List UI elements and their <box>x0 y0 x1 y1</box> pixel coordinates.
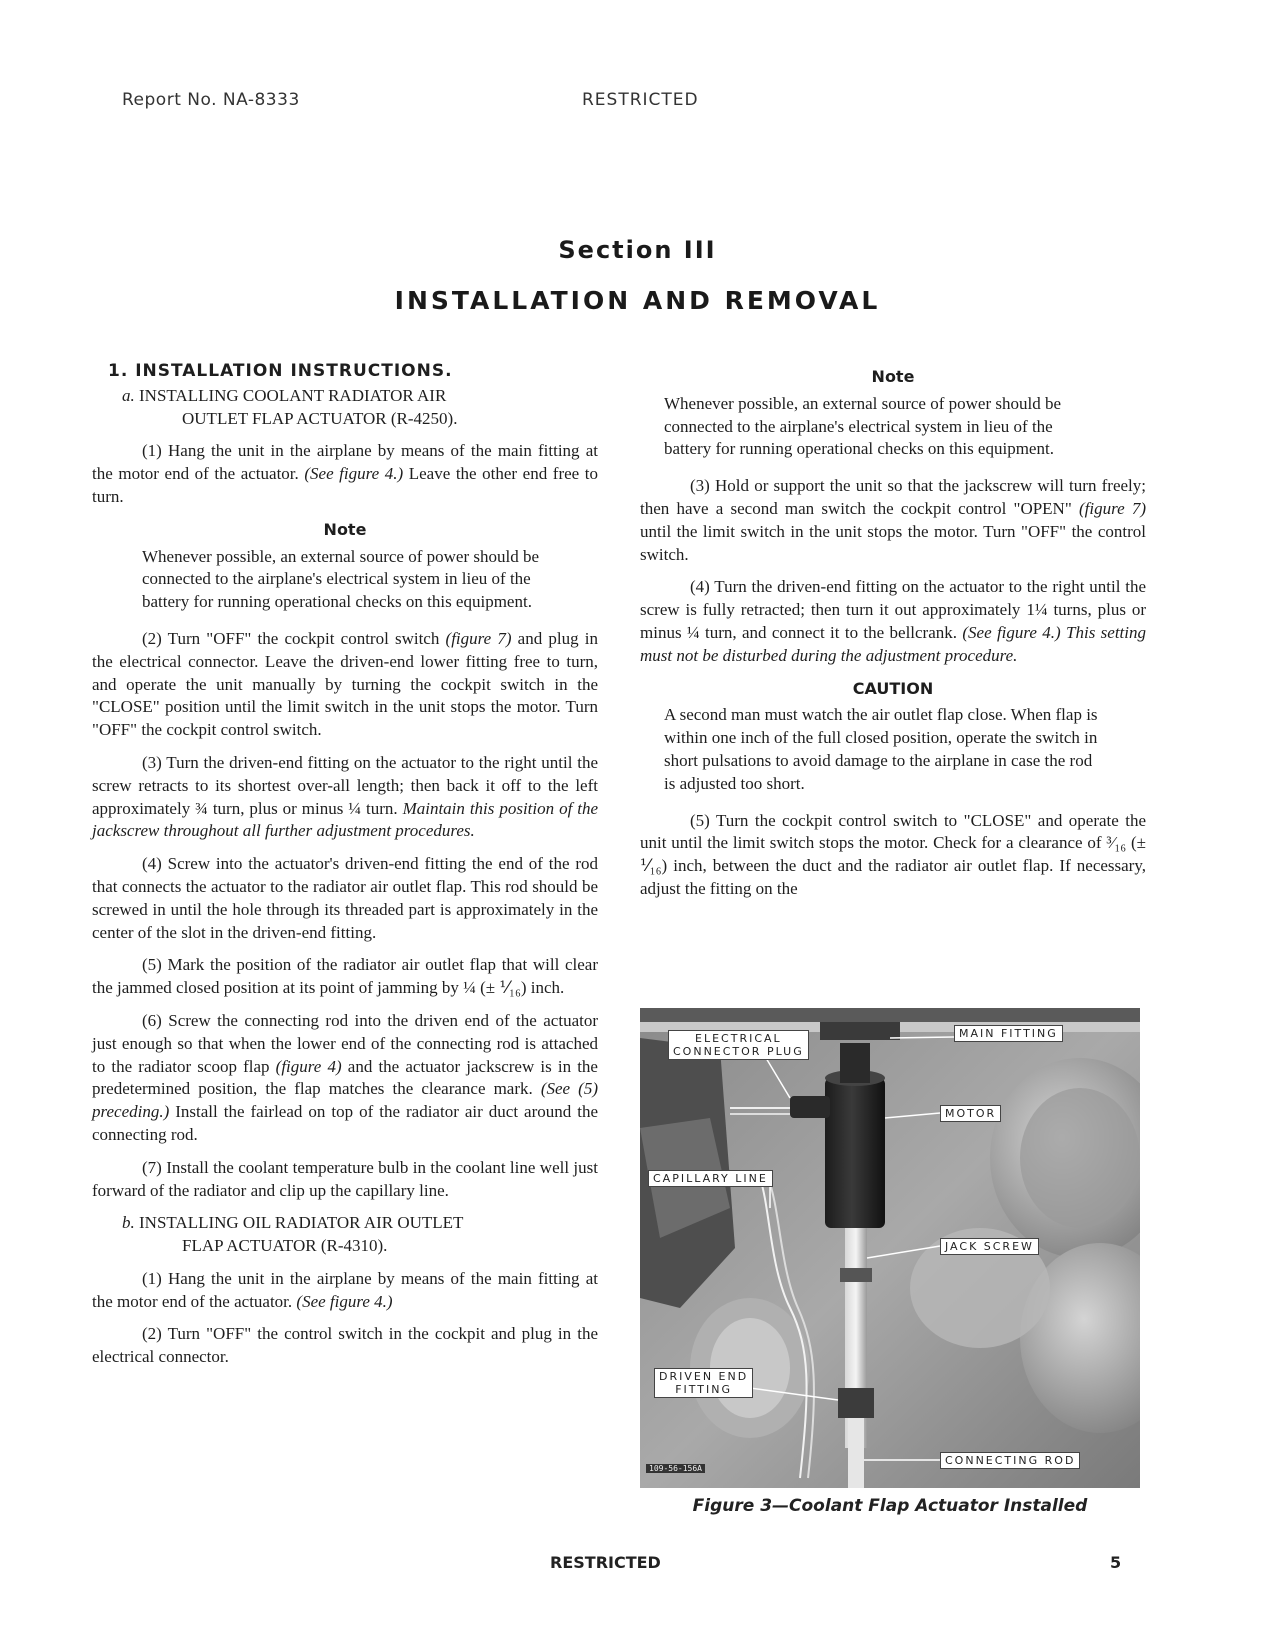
subheading-a: a. INSTALLING COOLANT RADIATOR AIR OUTLET FLAP ACTUATOR (R-4250). <box>122 385 458 428</box>
callout-motor: MOTOR <box>940 1105 1001 1122</box>
callout-capillary-line: CAPILLARY LINE <box>648 1170 773 1187</box>
step-a7: (7) Install the coolant temperature bulb in the coolant line well just forward of the radiator and clip up the capillary line. <box>92 1157 598 1200</box>
photo-id: 109-56-156A <box>646 1464 705 1473</box>
page-number: 5 <box>1110 1553 1122 1572</box>
callout-connecting-rod: CONNECTING ROD <box>940 1452 1080 1469</box>
step-a3: (3) Turn the driven-end fitting on the actuator to the right until the screw retracts to its shortest over-all length; then back it off to the left approximately ¾ turn, plus or minus ¼ turn. Maintain this position of the jackscrew throughout all further adjustment procedures. <box>92 752 598 841</box>
step-b1: (1) Hang the unit in the airplane by means of the main fitting at the motor end of the actuator. (See figure 4.) <box>92 1268 598 1311</box>
step-b3: (3) Hold or support the unit so that the jackscrew will turn freely; then have a second man switch the cockpit control "OPEN" (figure 7) until the limit switch in the unit stops the motor. Turn "OFF" the control switch. <box>640 476 1146 564</box>
step-a1: (1) Hang the unit in the airplane by means of the main fitting at the motor end of the actuator. (See figure 4.) Leave the other end free to turn. <box>92 441 598 506</box>
left-column <box>92 360 598 1379</box>
caution-title: CAUTION <box>852 678 934 698</box>
callout-jack-screw: JACK SCREW <box>940 1238 1039 1255</box>
header-classification: RESTRICTED <box>582 90 699 110</box>
step-a4: (4) Screw into the actuator's driven-end fitting the end of the rod that connects the actuator to the radiator air outlet flap. This rod should be screwed in until the hole through its threaded part is approximately in the center of the slot in the driven-end fitting. <box>92 854 598 942</box>
step-a2: (2) Turn "OFF" the cockpit control switch (figure 7) and plug in the electrical connector. Leave the driven-end lower fitting free to turn, and operate the unit manually by turning the cockpit switch in the "CLOSE" position until the limit switch in the unit stops the motor. Turn "OFF" the cockpit control switch. <box>92 628 598 740</box>
section-number: Section III <box>558 236 717 264</box>
step-b4: (4) Turn the driven-end fitting on the actuator to the right until the screw is fully retracted; then turn it out approximately 1¼ turns, plus or minus ¼ turn, and connect it to the bellcrank. (See figure 4.) This setting must not be disturbed during the adjustment procedure. <box>640 577 1146 665</box>
section-title: INSTALLATION AND REMOVAL <box>394 286 881 315</box>
callout-driven-end-fitting: DRIVEN END FITTING <box>654 1368 753 1398</box>
step-a6: (6) Screw the connecting rod into the driven end of the actuator just enough so that when the lower end of the connecting rod is attached to the radiator scoop flap (figure 4) and the actuator jackscrew is in the predetermined position, the flap matches the clearance mark. (See (5) preceding.) Install the fairlead on top of the radiator air duct around the connecting rod. <box>92 1010 598 1144</box>
callout-main-fitting: MAIN FITTING <box>954 1025 1063 1042</box>
figure-caption: Figure 3—Coolant Flap Actuator Installed <box>692 1496 1088 1516</box>
step-b2: (2) Turn "OFF" the control switch in the cockpit and plug in the electrical connector. <box>92 1324 598 1367</box>
footer-classification: RESTRICTED <box>550 1553 661 1572</box>
note-title-right: Note <box>871 367 915 386</box>
note-body-right: Whenever possible, an external source of power should be connected to the airplane's electrical system in lieu of the battery for running operational checks on this equipment. <box>664 393 1062 459</box>
step-b5: (5) Turn the cockpit control switch to "CLOSE" and operate the unit until the limit switch stops the motor. Check for a clearance of ³⁄₁₆ (± ⅟₁₆) inch, between the duct and the radiator air outlet flap. If necessary, adjust the fitting on the <box>640 810 1147 898</box>
note-body: Whenever possible, an external source of power should be connected to the airplane's electrical system in lieu of the battery for running operational checks on this equipment. <box>142 546 540 612</box>
right-column <box>640 366 1146 911</box>
actuator-photo-illustration <box>640 1008 1140 1488</box>
note-title: Note <box>323 519 367 539</box>
callout-electrical-connector-plug: ELECTRICAL CONNECTOR PLUG <box>668 1030 809 1060</box>
installation-instructions-heading: 1. INSTALLATION INSTRUCTIONS. <box>108 361 453 381</box>
report-number: Report No. NA-8333 <box>122 90 300 110</box>
figure-3-photo <box>640 1008 1140 1488</box>
subheading-b: b. INSTALLING OIL RADIATOR AIR OUTLET FLAP ACTUATOR (R-4310). <box>122 1213 464 1256</box>
caution-body: A second man must watch the air outlet flap close. When flap is within one inch of the full closed position, operate the switch in short pulsations to avoid damage to the airplane in case the rod is adjusted too short. <box>664 705 1098 793</box>
step-a5: (5) Mark the position of the radiator air outlet flap that will clear the jammed closed position at its point of jamming by ¼ (± ⅟₁₆) inch. <box>92 955 598 998</box>
